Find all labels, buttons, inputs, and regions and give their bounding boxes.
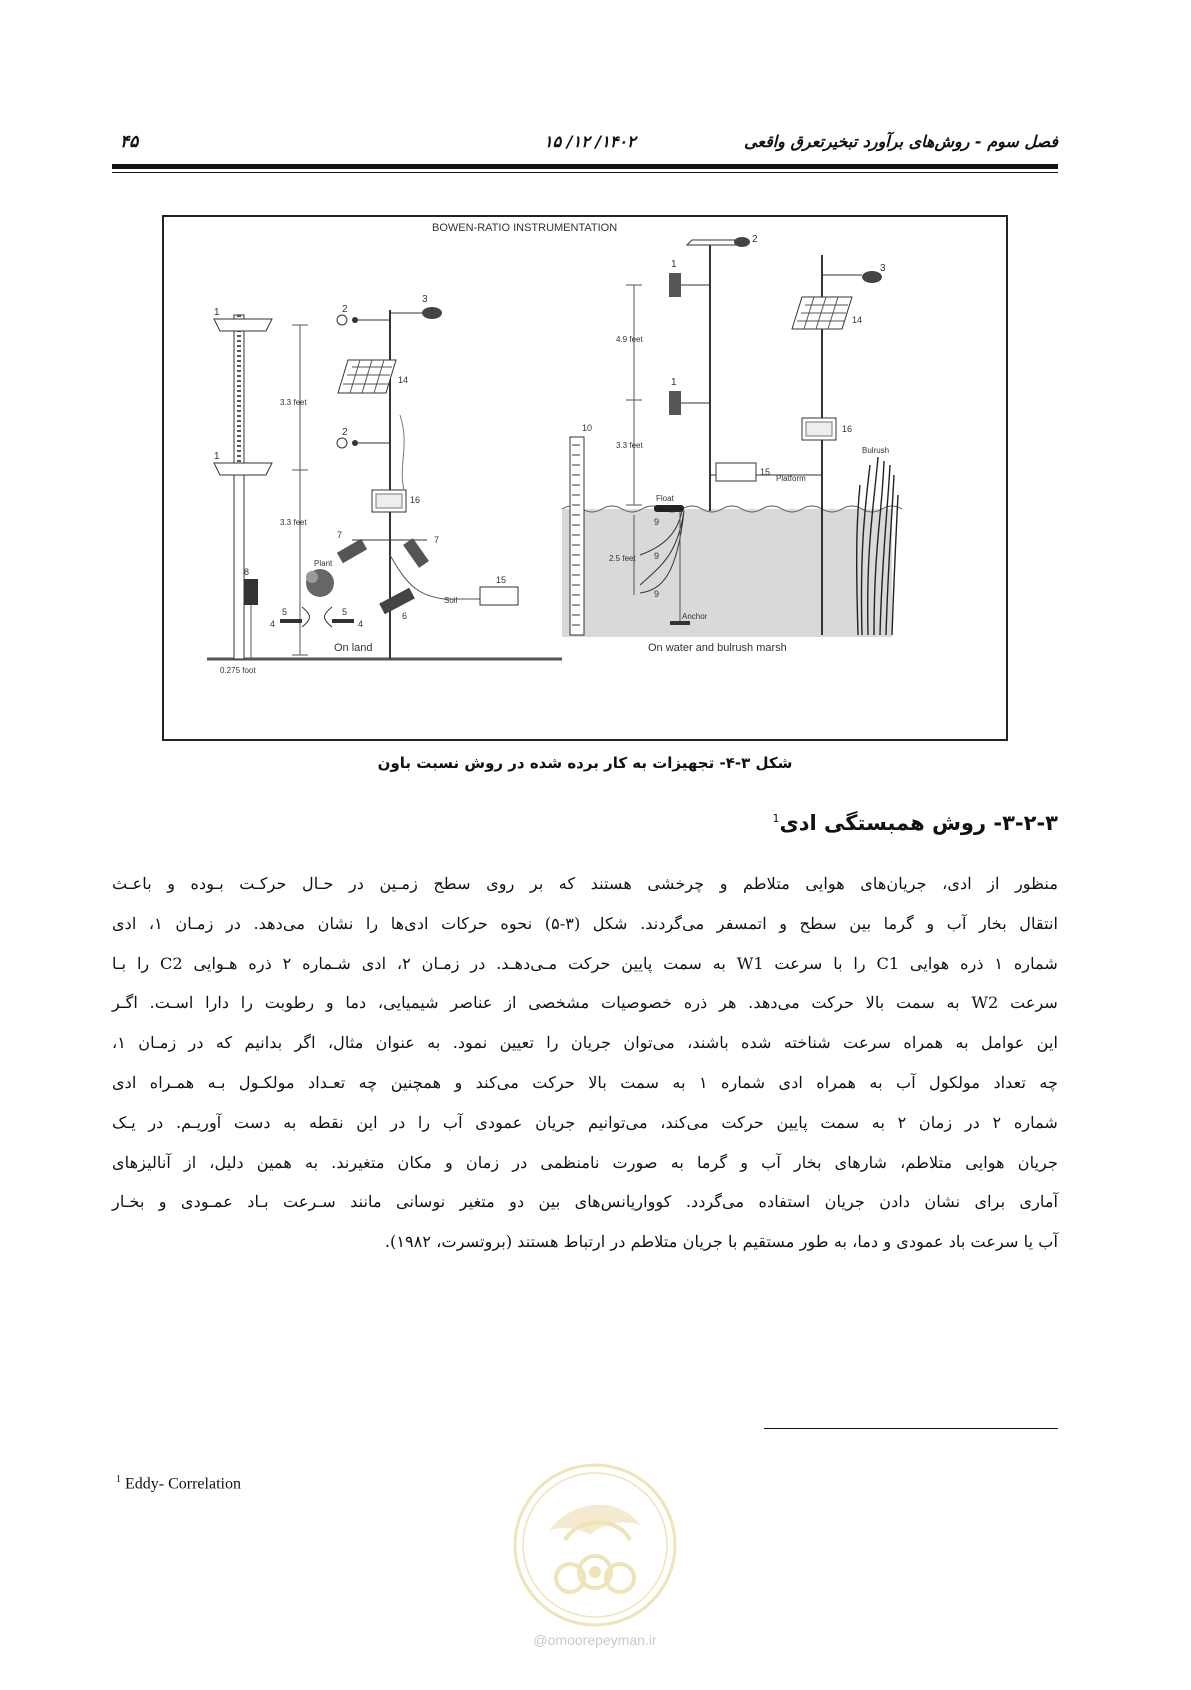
svg-text:2: 2 [752, 234, 758, 245]
body-line: انتقال بخار آب و گرما بین سطح و اتمسفر می‌گردند. شکل (۳-۵) نحوه حرکات ادی‌ها را نشان می‌دهد. در زمـان ۱، ادی [112, 913, 1058, 933]
svg-text:Soil: Soil [444, 596, 458, 605]
svg-text:0.275 foot: 0.275 foot [220, 666, 256, 675]
svg-text:Anchor: Anchor [682, 612, 708, 621]
page-header [112, 126, 1058, 156]
svg-text:Float: Float [656, 494, 674, 503]
float [654, 505, 684, 512]
psychrometer-water-upper [669, 273, 681, 297]
svg-text:9: 9 [654, 589, 660, 599]
svg-text:1: 1 [671, 259, 677, 270]
box-15-water [716, 463, 756, 481]
body-line: شماره ۱ ذره هوایی C1 را با سرعت W1 به سمت پایین حرکت مـی‌دهـد. در زمـان ۲، ادی شـماره ۲ ذره هـوایی C2 را بـا [112, 953, 1058, 973]
psychrometer-upper [214, 319, 272, 331]
body-line: منظور از ادی، جریان‌های هوایی متلاطم و چرخشی هستند که بر روی سطح زمـین در حـال حرکـت بـوده و باعـث [112, 874, 1058, 893]
body-line: جریان هوایی متلاطم، شارهای بخار آب و گرما به صورت نامنظمی در زمان و مکان متغیرند. به همین دلیل، از آنالیزهای [112, 1152, 1058, 1172]
svg-text:16: 16 [410, 495, 421, 505]
footnote-rule [764, 1428, 1058, 1429]
svg-text:3: 3 [422, 294, 428, 305]
svg-text:7: 7 [337, 530, 343, 540]
rain-gauge [244, 579, 258, 605]
svg-text:7: 7 [434, 535, 440, 545]
figure-caption: شکل ۳-۴- تجهیزات به کار برده شده در روش نسبت باون [377, 754, 793, 772]
svg-text:5: 5 [282, 607, 288, 617]
svg-text:15: 15 [760, 467, 771, 477]
psychrometer-water-lower [669, 391, 681, 415]
svg-text:15: 15 [496, 575, 507, 585]
body-line: چه تعداد مولکول آب به همراه ادی شماره ۱ به سمت بالا حرکت می‌کند و همچنین چه تعـداد مولکـول بـه همـراه ادی [112, 1072, 1059, 1092]
figure-frame [163, 216, 1007, 740]
body-line: شماره ۲ در زمان ۲ به سمت پایین حرکت می‌کند، می‌توانیم جریان عمودی آب را در این نقطه به دست آوریـم. در یـک [112, 1112, 1058, 1132]
water-body [562, 509, 892, 637]
chapter-title: فصل سوم - روش‌های برآورد تبخیرتعرق واقعی [744, 132, 1058, 151]
anchor [670, 621, 690, 625]
svg-text:8: 8 [244, 567, 250, 577]
svg-text:2.5 feet: 2.5 feet [609, 554, 636, 563]
svg-text:Plant: Plant [314, 559, 333, 568]
watermark [510, 1460, 680, 1690]
land-panel-label: On land [334, 642, 373, 654]
sensor-3 [422, 307, 442, 319]
section-heading [773, 811, 1059, 835]
svg-text:Platform: Platform [776, 474, 806, 483]
bowen-ratio-figure [162, 215, 1008, 741]
figure-diagram [162, 215, 1008, 741]
body-line: سرعت W2 به سمت بالا حرکت می‌دهد. هر ذره خصوصیات مشخصی از عناصر شیمیایی، دما و رطوبت را دارا اسـت. اگـر [112, 993, 1058, 1013]
watermark-seal-icon [510, 1460, 680, 1630]
water-panel-label: On water and bulrush marsh [648, 642, 787, 654]
sensor-2-lower [337, 438, 347, 448]
svg-text:5: 5 [342, 607, 348, 617]
body-paragraph [112, 864, 1058, 1262]
figure-title: BOWEN-RATIO INSTRUMENTATION [432, 222, 618, 234]
svg-text:16: 16 [842, 424, 853, 434]
svg-text:6: 6 [402, 611, 408, 621]
svg-text:3.3 feet: 3.3 feet [280, 398, 307, 407]
footnote-ref: 1 [772, 812, 780, 825]
svg-text:4.9 feet: 4.9 feet [616, 335, 643, 344]
svg-text:1: 1 [214, 307, 220, 318]
header-rule [112, 164, 1058, 169]
svg-text:10: 10 [582, 423, 593, 433]
svg-text:4: 4 [358, 619, 364, 629]
svg-text:3.3 feet: 3.3 feet [616, 441, 643, 450]
svg-text:14: 14 [852, 315, 863, 325]
svg-text:9: 9 [654, 551, 660, 561]
svg-text:4: 4 [270, 619, 276, 629]
svg-text:1: 1 [671, 377, 677, 388]
svg-text:2: 2 [342, 427, 348, 438]
svg-text:3: 3 [880, 263, 886, 274]
svg-text:1: 1 [214, 451, 220, 462]
sensor-2-upper [337, 315, 347, 325]
header-rule-thin [112, 172, 1058, 173]
header-date: ۱۴۰۲/ ۱۲/ ۱۵ [544, 132, 636, 151]
svg-text:2: 2 [342, 304, 348, 315]
svg-text:3.3 feet: 3.3 feet [280, 518, 307, 527]
section-heading-text: ۳-۲-۳- روش همبستگی ادی [779, 811, 1058, 835]
page-number: ۴۵ [120, 132, 139, 152]
footnote-marker: 1 [116, 1474, 121, 1485]
body-line: آماری برای نشان دادن جریان استفاده می‌گردد. کوواریانس‌های بین دو متغیر نوسانی مانند سـرعت بـاد عمـودی و بخـار [112, 1192, 1058, 1212]
body-line: آب یا سرعت باد عمودی و دما، به طور مستقیم با جریان متلاطم در ارتباط هستند (بروتسرت، ۱۹۸۲). [384, 1232, 1058, 1252]
svg-text:Bulrush: Bulrush [862, 446, 890, 455]
watermark-url: @omoorepeyman.ir [533, 1632, 657, 1648]
footnote-text: Eddy- Correlation [125, 1475, 241, 1493]
svg-text:14: 14 [398, 375, 409, 385]
svg-text:9: 9 [654, 517, 660, 527]
psychrometer-lower [214, 463, 272, 475]
box-15-land [480, 587, 518, 605]
footnote [116, 1474, 241, 1493]
body-line: این عوامل به همراه سرعت شناخته شده باشند، می‌توان جریان را تعیین نمود. به عنوان مثال، اگر بدانیم که در زمـان ۱، [112, 1033, 1058, 1053]
